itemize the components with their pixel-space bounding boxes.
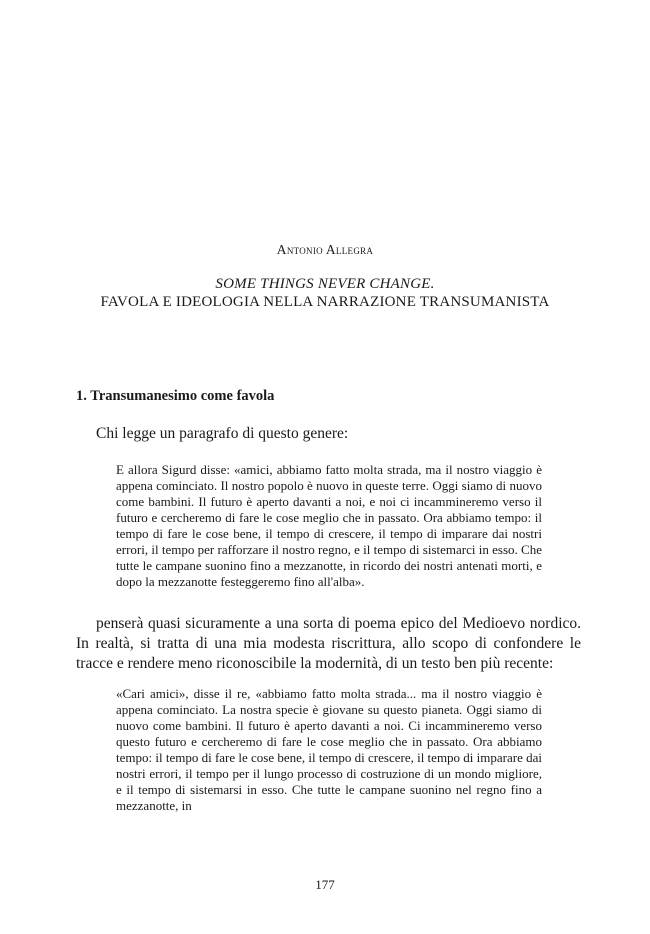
article-title-line1: SOME THINGS NEVER CHANGE. — [215, 276, 435, 292]
section-heading: 1. Transumanesimo come favola — [76, 388, 275, 404]
block-quote-2: «Cari amici», disse il re, «abbiamo fatto molta strada... ma il nostro viaggio è appena cominciato. La nostra specie è giovane su questo pianeta. Oggi siamo di nuovo come bambini. Il futuro è aperto davanti a noi. Ci incammineremo verso questo futuro e cercheremo di fare le cose meglio che in passato. Ora abbiamo tempo: il tempo di fare le cose bene, il tempo di crescere, il tempo di imparare dai nostri errori, il tempo per il lungo processo di costruzione di un mondo migliore, e il tempo di sistemarsi in esso. Che tutte le campane suonino nel regno fino a mezzanotte, in — [116, 686, 542, 813]
page-number: 177 — [315, 877, 335, 892]
article-title-line2: FAVOLA E IDEOLOGIA NELLA NARRAZIONE TRANSUMANISTA — [100, 294, 550, 310]
body-paragraph: penserà quasi sicuramente a una sorta di poema epico del Medioevo nordico. In realtà, si tratta di una mia modesta riscrittura, allo scopo di confondere le tracce e rendere meno riconoscibile la modernità, di un testo ben più recente: — [76, 615, 581, 672]
intro-paragraph: Chi legge un paragrafo di questo genere: — [96, 425, 349, 442]
author-name: Antonio Allegra — [276, 242, 374, 257]
block-quote-1: E allora Sigurd disse: «amici, abbiamo fatto molta strada, ma il nostro viaggio è appena cominciato. Il nostro popolo è nuovo in queste terre. Oggi siamo di nuovo come bambini. Il futuro è aperto davanti a noi, e noi ci incammineremo verso il futuro e cercheremo di fare le cose meglio che in passato. Ora abbiamo tempo: il tempo di fare le cose bene, il tempo di crescere, il tempo di imparare dai nostri errori, il tempo per rafforzare il nostro regno, e il tempo di sistemarci in esso. Che tutte le campane suonino fino a mezzanotte, in ricordo dei nostri antenati morti, e dopo la mezzanotte festeggeremo fino all'alba». — [116, 462, 542, 589]
